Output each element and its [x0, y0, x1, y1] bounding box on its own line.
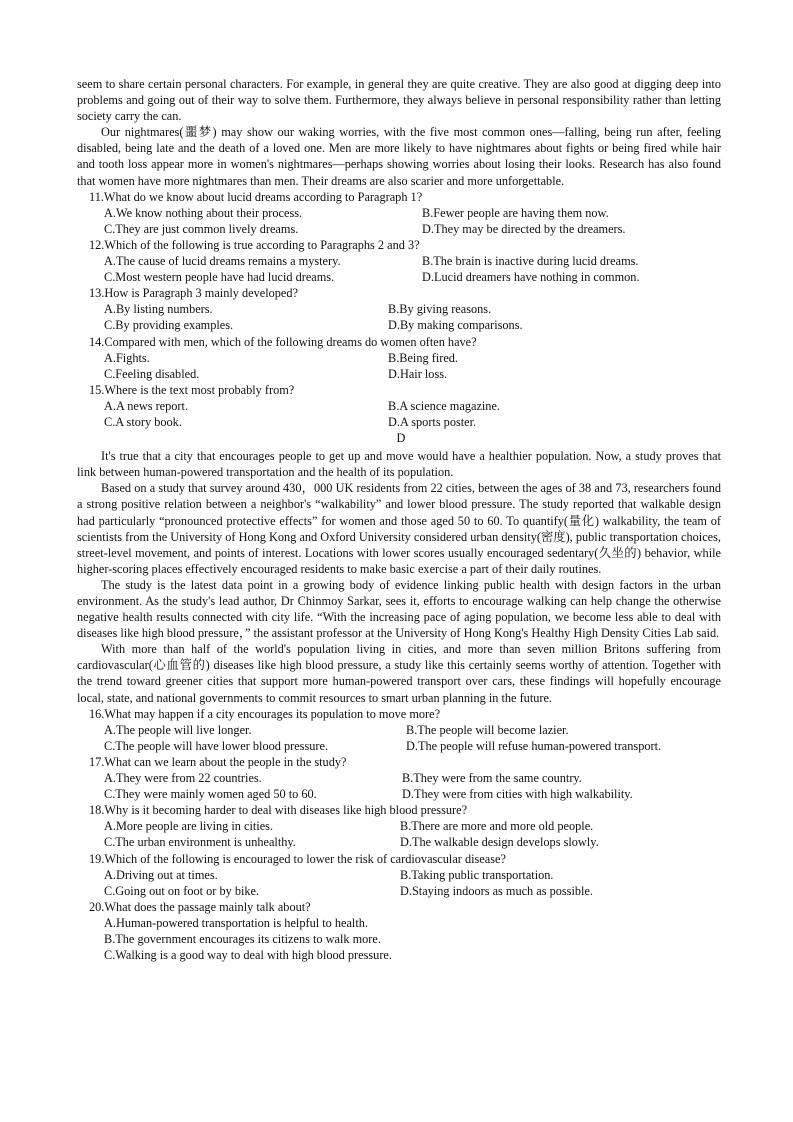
- question-stem: 14.Compared with men, which of the following dreams do women often have?: [89, 334, 477, 349]
- question-stem: 18.Why is it becoming harder to deal with diseases like high blood pressure?: [89, 803, 468, 818]
- option-c: C.The people will have lower blood pressure.: [104, 738, 329, 753]
- option-b: B.The people will become lazier.: [406, 722, 569, 737]
- option-b: B.They were from the same country.: [402, 771, 582, 786]
- question-15: [77, 382, 721, 430]
- option-b: B.Being fired.: [388, 350, 459, 365]
- passage-d-paragraph-4: With more than half of the world's population living in cities, and more than seven million Britons suffering from cardiovascular(心血管的) diseases like high blood pressure, a study like this certainly seems worthy of attention. Together with the trend toward greener cities that support more human-powered transport over cars, these findings will hopefully encourage local, state, and national governments to commit resources to smart urban planning in the future.: [77, 642, 721, 705]
- option-d: D.Lucid dreamers have nothing in common.: [422, 270, 640, 285]
- question-stem: 13.How is Paragraph 3 mainly developed?: [89, 286, 298, 301]
- option-d: D.The walkable design develops slowly.: [400, 835, 599, 850]
- option-b: B.By giving reasons.: [388, 302, 492, 317]
- option-c: C.A story book.: [104, 414, 182, 429]
- option-b: B.Fewer people are having them now.: [422, 205, 609, 220]
- question-13: [77, 285, 721, 333]
- option-c: C.Going out on foot or by bike.: [104, 883, 260, 898]
- question-14: [77, 334, 721, 382]
- option-d: D.A sports poster.: [388, 414, 477, 429]
- passage-c-continuation: seem to share certain personal characters. For example, in general they are quite creative. They are also good at digging deep into problems and going out of their way to solve them. Furthermore, they always believe in personal responsibility rather than letting society carry the can.: [77, 77, 721, 124]
- option-b: B.The brain is inactive during lucid dreams.: [422, 254, 639, 269]
- option-a: A.More people are living in cities.: [104, 819, 274, 834]
- question-20: [77, 899, 721, 963]
- question-stem: 16.What may happen if a city encourages its population to move more?: [89, 706, 441, 721]
- option-b: B.There are more and more old people.: [400, 819, 594, 834]
- question-17: [77, 754, 721, 802]
- option-d: D.They may be directed by the dreamers.: [422, 221, 626, 236]
- option-b: B.A science magazine.: [388, 398, 500, 413]
- option-c: C.Walking is a good way to deal with high blood pressure.: [104, 948, 392, 963]
- passage-d-paragraph-3: The study is the latest data point in a growing body of evidence linking public health with design factors in the urban environment. As the study's lead author, Dr Chinmoy Sarkar, sees it, efforts to encourage walking can help change the otherwise negative health results connected with city life. “With the increasing pace of aging population, we become less able to deal with diseases like high blood pressure，” the assistant professor at the University of Hong Kong's Healthy High Density Cities Lab said.: [77, 577, 721, 641]
- question-stem: 19.Which of the following is encouraged to lower the risk of cardiovascular disease?: [89, 851, 506, 866]
- question-stem: 12.Which of the following is true according to Paragraphs 2 and 3?: [89, 237, 420, 252]
- passage-d-paragraph-1: It's true that a city that encourages people to get up and move would have a healthier population. Now, a study proves that link between human-powered transportation and the health of its population.: [77, 449, 721, 480]
- question-18: [77, 802, 721, 850]
- section-d-heading: D: [396, 431, 406, 446]
- option-d: D.The people will refuse human-powered transport.: [406, 738, 662, 753]
- option-a: A.The cause of lucid dreams remains a mystery.: [104, 254, 341, 269]
- question-16: [77, 706, 721, 754]
- question-stem: 15.Where is the text most probably from?: [89, 382, 295, 397]
- question-12: [77, 237, 721, 285]
- question-19: [77, 851, 721, 899]
- option-c: C.By providing examples.: [104, 318, 234, 333]
- option-c: C.Feeling disabled.: [104, 366, 200, 381]
- option-a: A.A news report.: [104, 398, 189, 413]
- option-a: A.By listing numbers.: [104, 302, 213, 317]
- option-a: A.The people will live longer.: [104, 722, 252, 737]
- option-d: D.They were from cities with high walkability.: [402, 787, 633, 802]
- option-a: A.Human-powered transportation is helpful to health.: [104, 915, 368, 930]
- option-a: A.They were from 22 countries.: [104, 771, 262, 786]
- option-c: C.They are just common lively dreams.: [104, 221, 299, 236]
- passage-d-paragraph-2: Based on a study that survey around 430，000 UK residents from 22 cities, between the ages of 38 and 73, researchers found a strong positive relation between a neighbor's “walkability” and lower blood pressure. The study reported that walkable design had particularly “pronounced protective effects” for women and those aged 50 to 60. To quantify(量化) walkability, the team of scientists from the University of Hong Kong and Oxford University considered urban density(密度), public transportation choices, street-level movement, and points of interest. Locations with lower scores usually encouraged sedentary(久坐的) behavior, while higher-scoring places effectively encouraged residents to make basic exercise a part of their daily routines.: [77, 481, 721, 576]
- option-a: A.Fights.: [104, 350, 150, 365]
- question-stem: 17.What can we learn about the people in the study?: [89, 754, 347, 769]
- question-stem: 20.What does the passage mainly talk about?: [89, 899, 311, 914]
- option-c: C.The urban environment is unhealthy.: [104, 835, 296, 850]
- option-b: B.The government encourages its citizens to walk more.: [104, 931, 381, 946]
- question-stem: 11.What do we know about lucid dreams according to Paragraph 1?: [89, 189, 423, 204]
- option-b: B.Taking public transportation.: [400, 867, 554, 882]
- question-11: [77, 189, 721, 237]
- option-a: A.Driving out at times.: [104, 867, 218, 882]
- passage-c-nightmares-paragraph: Our nightmares(噩梦) may show our waking worries, with the five most common ones—falling, being run after, feeling disabled, being late and the death of a loved one. Men are more likely to have nightmares about fights or being fired while hair and tooth loss appear more in women's nightmares—perhaps showing worries about losing their looks. Research has also found that women have more nightmares than men. Their dreams are also scarier and more unforgettable.: [77, 125, 721, 188]
- option-a: A.We know nothing about their process.: [104, 205, 303, 220]
- option-d: D.By making comparisons.: [388, 318, 523, 333]
- option-d: D.Staying indoors as much as possible.: [400, 883, 593, 898]
- option-c: C.They were mainly women aged 50 to 60.: [104, 787, 317, 802]
- option-d: D.Hair loss.: [388, 366, 448, 381]
- option-c: C.Most western people have had lucid dreams.: [104, 270, 335, 285]
